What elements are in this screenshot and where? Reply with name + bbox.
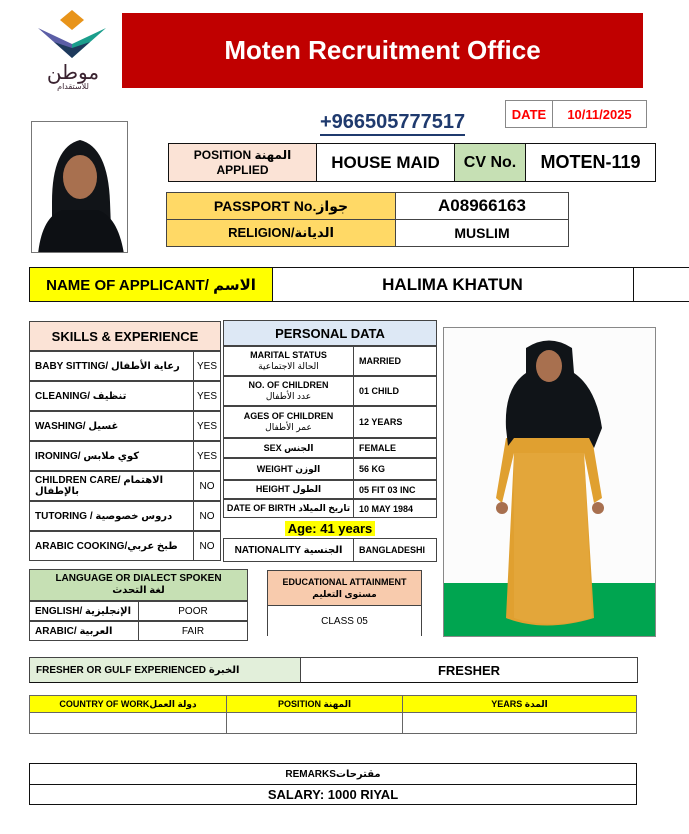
language-value: FAIR — [138, 621, 248, 641]
language-title-en: LANGUAGE OR DIALECT SPOKEN — [55, 573, 222, 584]
age-value: Age: 41 years — [285, 521, 376, 536]
personal-label-en: DATE OF BIRTH تاريخ الميلاد — [226, 503, 351, 513]
personal-row-label — [223, 438, 354, 458]
personal-label-ar: عمر الأطفال — [265, 422, 312, 432]
passport-label: PASSPORT No.جواز — [166, 192, 396, 220]
skill-label: ARABIC COOKING/طبخ عربي — [29, 531, 194, 561]
personal-label-ar: الحالة الاجتماعية — [258, 361, 319, 371]
personal-data-title: PERSONAL DATA — [223, 320, 437, 346]
position-label-ar: المهنة — [254, 147, 292, 162]
skill-label: TUTORING / دروس خصوصية — [29, 501, 194, 531]
work-history-cell — [29, 712, 227, 734]
personal-row-label — [223, 376, 354, 406]
language-label: ENGLISH/ الإنجليزية — [29, 601, 139, 621]
religion-label: RELIGION/الديانة — [166, 219, 396, 247]
education-title-ar: مستوى التعليم — [312, 589, 377, 599]
date-label: DATE — [506, 101, 553, 127]
personal-row-value: 12 YEARS — [353, 406, 437, 438]
personal-label-en: AGES OF CHILDREN — [243, 411, 334, 421]
skill-label: CLEANING/ تنظيف — [29, 381, 194, 411]
cv-number-label: CV No. — [454, 143, 526, 182]
page-title: Moten Recruitment Office — [224, 35, 541, 65]
personal-label-ar: عدد الأطفال — [265, 391, 312, 401]
logo-arabic-name: موطن — [46, 60, 100, 84]
religion-value: MUSLIM — [395, 219, 569, 247]
education-value: CLASS 05 — [267, 606, 422, 636]
personal-row-value: 01 CHILD — [353, 376, 437, 406]
personal-row-value: 05 FIT 03 INC — [353, 480, 437, 499]
age-row — [223, 518, 437, 538]
personal-row-value: 56 KG — [353, 458, 437, 480]
logo-arabic-sub: للاستقدام — [57, 82, 89, 91]
position-label-applied: APPLIED — [216, 162, 269, 177]
language-value: POOR — [138, 601, 248, 621]
personal-row-label — [223, 346, 354, 376]
work-history-cell — [226, 712, 403, 734]
personal-row-value: FEMALE — [353, 438, 437, 458]
nationality-value: BANGLADESHI — [353, 538, 437, 562]
skill-label: WASHING/ غسيل — [29, 411, 194, 441]
work-history-header: YEARS المدة — [402, 695, 637, 713]
personal-row-label — [223, 480, 354, 499]
work-history-cell — [402, 712, 637, 734]
language-label: ARABIC/ العربية — [29, 621, 139, 641]
personal-row-value: 10 MAY 1984 — [353, 499, 437, 518]
skill-value: YES — [193, 351, 221, 381]
cv-number-value: MOTEN-119 — [525, 143, 656, 182]
remarks-label: REMARKSمقترحات — [29, 763, 637, 785]
personal-label-en: NO. OF CHILDREN — [248, 380, 329, 390]
personal-row-value: MARRIED — [353, 346, 437, 376]
applicant-name-value: HALIMA KHATUN — [272, 267, 634, 302]
remarks-value: SALARY: 1000 RIYAL — [29, 784, 637, 805]
moten-logo-icon — [32, 8, 112, 60]
skill-value: NO — [193, 531, 221, 561]
position-label-en: POSITION — [193, 147, 252, 162]
position-value: HOUSE MAID — [316, 143, 455, 182]
skill-label: IRONING/ كوي ملابس — [29, 441, 194, 471]
language-title — [29, 569, 248, 601]
date-box — [505, 100, 647, 128]
skill-value: YES — [193, 381, 221, 411]
skill-value: NO — [193, 471, 221, 501]
personal-label-en: MARITAL STATUS — [250, 350, 327, 360]
personal-label-en: HEIGHT الطول — [255, 484, 322, 494]
experience-label: FRESHER OR GULF EXPERIENCED الخبرة — [29, 657, 301, 683]
date-value: 10/11/2025 — [567, 106, 632, 122]
applicant-full-body-photo — [443, 327, 656, 637]
work-history-header: POSITION المهنة — [226, 695, 403, 713]
language-title-ar: لغة التحدث — [112, 585, 165, 596]
portrait-image-icon — [32, 122, 128, 253]
personal-label-en: WEIGHT الوزن — [256, 463, 321, 474]
personal-label-en: SEX الجنس — [263, 442, 314, 453]
work-history-header: COUNTRY OF WORKدولة العمل — [29, 695, 227, 713]
personal-row-label — [223, 499, 354, 518]
skills-title: SKILLS & EXPERIENCE — [29, 321, 221, 351]
skill-value: YES — [193, 411, 221, 441]
full-body-image-icon — [444, 328, 656, 637]
applicant-portrait-photo — [31, 121, 128, 253]
position-label — [168, 143, 317, 182]
passport-value: A08966163 — [395, 192, 569, 220]
skill-value: NO — [193, 501, 221, 531]
personal-row-label — [223, 406, 354, 438]
education-title-en: EDUCATIONAL ATTAINMENT — [282, 577, 407, 587]
education-title — [267, 570, 422, 606]
page-title-banner — [122, 13, 643, 88]
nationality-label: NATIONALITY الجنسية — [223, 538, 354, 562]
experience-value: FRESHER — [300, 657, 638, 683]
skill-value: YES — [193, 441, 221, 471]
phone-link[interactable]: +966505777517 — [320, 110, 465, 136]
personal-row-label — [223, 458, 354, 480]
skill-label: BABY SITTING/ رعاية الأطفال — [29, 351, 194, 381]
company-logo — [32, 8, 112, 91]
skill-label: CHILDREN CARE/ الاهتمام بالإطفال — [29, 471, 194, 501]
applicant-name-label: NAME OF APPLICANT/ الاسم — [29, 267, 273, 302]
